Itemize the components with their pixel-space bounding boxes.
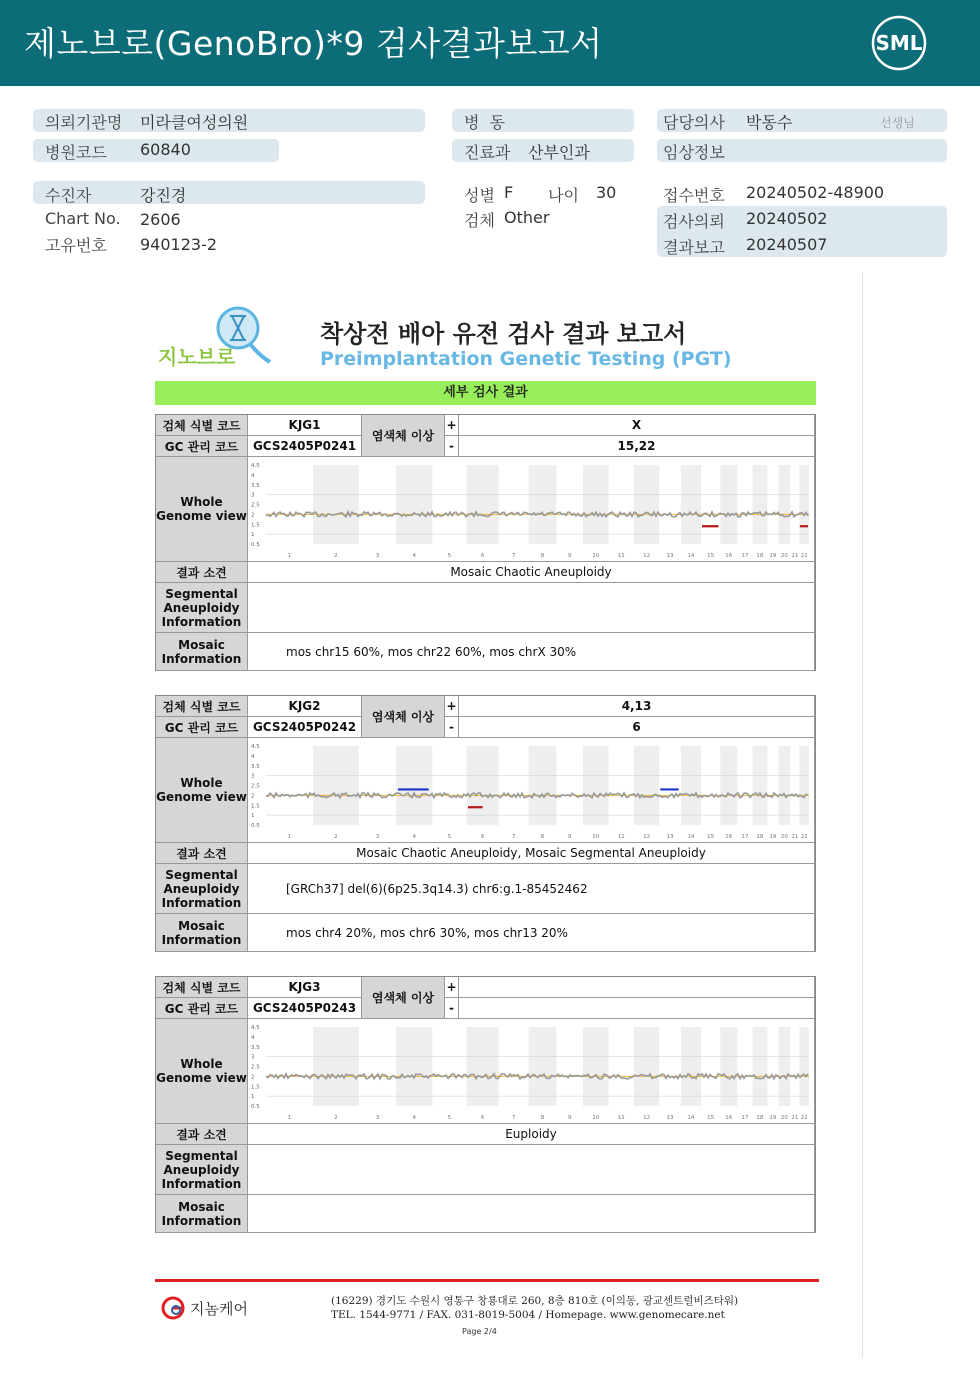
chromosome-band: [529, 465, 557, 544]
report-label: 결과보고: [663, 238, 725, 257]
y-tick-label: 1: [251, 1093, 255, 1100]
y-tick-label: 2: [251, 792, 255, 799]
chromosome-tick-label: 11: [617, 1114, 625, 1121]
chromosome-tick-label: 1: [287, 833, 292, 840]
chromosome-band: [778, 465, 790, 544]
y-tick-label: 3: [251, 773, 255, 780]
chromosome-tick-label: 15: [707, 1114, 715, 1121]
chrom-abnormality-label: 염색체 이상: [362, 977, 445, 1019]
doctor-label: 담당의사: [663, 113, 725, 132]
chromosome-band: [778, 746, 790, 825]
y-tick-label: 3: [251, 492, 255, 499]
loss-sign: -: [445, 717, 459, 738]
institution-label: 의뢰기관명: [45, 113, 123, 132]
chromosome-tick-label: 3: [375, 552, 380, 559]
chromosome-tick-label: 7: [511, 1114, 516, 1121]
chromosome-tick-label: 6: [480, 833, 485, 840]
chromosome-tick-label: 18: [756, 552, 764, 559]
clinical-label: 임상정보: [663, 143, 725, 162]
y-tick-label: 0.5: [251, 1103, 260, 1110]
examinee-value: 강진경: [140, 186, 187, 205]
chromosome-band: [634, 1027, 659, 1106]
chromosome-tick-label: 5: [447, 552, 452, 559]
footer-address: (16229) 경기도 수원시 영통구 창룡대로 260, 8층 810호 (이의동, 광교센트럴비즈타워): [331, 1295, 739, 1307]
chromosome-tick-label: 22: [800, 552, 808, 559]
doctor-value: 박동수: [746, 113, 793, 132]
chromosome-band: [583, 746, 609, 825]
chromosome-tick-label: 13: [666, 1114, 674, 1121]
chromosome-tick-label: 19: [769, 552, 777, 559]
chromosome-tick-label: 22: [800, 833, 808, 840]
age-label: 나이: [548, 186, 579, 205]
genome-plot-svg: [248, 1019, 814, 1124]
chromosome-tick-label: 10: [592, 1114, 600, 1121]
chromosome-band: [396, 1027, 432, 1106]
chromosome-band: [778, 1027, 790, 1106]
result-label: 결과 소견: [156, 562, 248, 583]
report-value: 20240507: [746, 235, 828, 254]
mosaic-label: Mosaic Information: [156, 633, 248, 671]
chromosome-tick-label: 20: [780, 552, 788, 559]
sml-logo-text: SML: [875, 31, 923, 55]
chromosome-tick-label: 1: [287, 1114, 292, 1121]
chromosome-band: [529, 1027, 557, 1106]
sample-block: [155, 414, 816, 671]
chromosome-tick-label: 18: [756, 833, 764, 840]
report-frame-edge: [862, 272, 863, 1358]
segmental-label: Segmental Aneuploidy Information: [156, 864, 248, 914]
chromosome-band: [313, 465, 359, 544]
chromosome-tick-label: 15: [707, 833, 715, 840]
whole-genome-plot: [248, 738, 815, 843]
chromosome-tick-label: 4: [412, 552, 417, 559]
genome-plot-svg: [248, 738, 814, 843]
age-value: 30: [596, 183, 617, 202]
uid-label: 고유번호: [45, 236, 107, 255]
chromosome-tick-label: 19: [769, 833, 777, 840]
whole-genome-label: Whole Genome view: [156, 1019, 248, 1124]
mosaic-value: [248, 1195, 815, 1233]
y-tick-label: 4.5: [251, 743, 260, 750]
chromosome-tick-label: 20: [780, 1114, 788, 1121]
chromosome-tick-label: 10: [592, 833, 600, 840]
loss-sign: -: [445, 436, 459, 457]
chromosome-tick-label: 16: [725, 1114, 733, 1121]
genome-plot-svg: [248, 457, 814, 562]
y-tick-label: 1.5: [251, 802, 260, 809]
specimen-code-label: 검체 식별 코드: [156, 977, 248, 998]
whole-genome-label: Whole Genome view: [156, 457, 248, 562]
top-banner: [0, 0, 980, 86]
y-tick-label: 1: [251, 531, 255, 538]
page-number: Page 2/4: [462, 1327, 497, 1336]
y-tick-label: 1: [251, 812, 255, 819]
chromosome-band: [681, 1027, 701, 1106]
chromosome-tick-label: 11: [617, 552, 625, 559]
chromosome-tick-label: 16: [725, 833, 733, 840]
chromosome-tick-label: 17: [741, 552, 749, 559]
chromosome-tick-label: 6: [480, 552, 485, 559]
segmental-value: [248, 1145, 815, 1195]
chromosome-band: [720, 746, 737, 825]
chromosome-band: [634, 465, 659, 544]
chromosome-band: [529, 746, 557, 825]
report-title-ko: 착상전 배아 유전 검사 결과 보고서: [320, 320, 687, 348]
chart-label: Chart No.: [45, 209, 121, 228]
y-tick-label: 4.5: [251, 462, 260, 469]
genomecare-logo-icon: [160, 1295, 186, 1321]
chromosome-tick-label: 8: [540, 552, 545, 559]
whole-genome-label: Whole Genome view: [156, 738, 248, 843]
result-label: 결과 소견: [156, 1124, 248, 1145]
loss-sign: -: [445, 998, 459, 1019]
y-tick-label: 4: [251, 472, 255, 479]
examinee-pill: [33, 181, 425, 204]
hospital-code-value: 60840: [140, 140, 191, 159]
chrom-abnormality-label: 염색체 이상: [362, 696, 445, 738]
y-tick-label: 0.5: [251, 822, 260, 829]
mosaic-value: mos chr15 60%, mos chr22 60%, mos chrX 30%: [248, 633, 815, 671]
chromosome-band: [720, 1027, 737, 1106]
doctor-suffix: 선생님: [880, 116, 915, 130]
chromosome-tick-label: 3: [375, 1114, 380, 1121]
sample-block: [155, 695, 816, 952]
y-tick-label: 3.5: [251, 763, 260, 770]
chromosome-tick-label: 5: [447, 833, 452, 840]
chromosome-tick-label: 4: [412, 1114, 417, 1121]
chart-value: 2606: [140, 210, 181, 229]
gc-code-label: GC 관리 코드: [156, 436, 248, 457]
chromosome-band: [466, 746, 498, 825]
chromosome-band: [681, 465, 701, 544]
dept-value: 산부인과: [528, 143, 590, 162]
specimen-label: 검체: [464, 211, 495, 230]
chromosome-tick-label: 8: [540, 1114, 545, 1121]
genobro-logo-text: 지노브로: [158, 345, 236, 369]
footer-logo: [160, 1295, 248, 1321]
sml-logo-icon: [870, 14, 928, 72]
chromosome-tick-label: 13: [666, 833, 674, 840]
chromosome-tick-label: 21: [791, 1114, 799, 1121]
chromosome-tick-label: 21: [791, 552, 799, 559]
gc-code-value: GCS2405P0242: [248, 717, 362, 738]
ward-label: 병 동: [464, 113, 506, 132]
chromosome-tick-label: 4: [412, 833, 417, 840]
segmental-label: Segmental Aneuploidy Information: [156, 583, 248, 633]
chromosome-tick-label: 5: [447, 1114, 452, 1121]
chromosome-band: [396, 746, 432, 825]
loss-value: 15,22: [459, 436, 815, 457]
gain-sign: +: [445, 696, 459, 717]
chromosome-tick-label: 2: [334, 1114, 338, 1121]
examinee-label: 수진자: [45, 186, 92, 205]
result-value: Euploidy: [248, 1124, 815, 1145]
chromosome-tick-label: 10: [592, 552, 600, 559]
loss-value: 6: [459, 717, 815, 738]
mosaic-value: mos chr4 20%, mos chr6 30%, mos chr13 20%: [248, 914, 815, 952]
genobro-logo: [158, 302, 278, 372]
chromosome-tick-label: 2: [334, 552, 338, 559]
gc-code-value: GCS2405P0243: [248, 998, 362, 1019]
whole-genome-plot: [248, 1019, 815, 1124]
y-tick-label: 2: [251, 1073, 255, 1080]
page-title: 제노브로(GenoBro)*9 검사결과보고서: [24, 24, 603, 63]
chromosome-band: [466, 1027, 498, 1106]
gain-sign: +: [445, 415, 459, 436]
sample-block: [155, 976, 816, 1233]
chromosome-band: [753, 1027, 768, 1106]
hospital-code-label: 병원코드: [45, 143, 107, 162]
chromosome-band: [396, 465, 432, 544]
sex-label: 성별: [464, 186, 495, 205]
chromosome-tick-label: 11: [617, 833, 625, 840]
footer-company: 지놈케어: [190, 1299, 248, 1318]
y-tick-label: 1.5: [251, 1083, 260, 1090]
chrom-abnormality-label: 염색체 이상: [362, 415, 445, 457]
chromosome-tick-label: 22: [800, 1114, 808, 1121]
uid-value: 940123-2: [140, 235, 218, 254]
chromosome-tick-label: 7: [511, 552, 516, 559]
chromosome-tick-label: 9: [567, 833, 572, 840]
chromosome-tick-label: 12: [643, 833, 651, 840]
footer-divider: [155, 1279, 819, 1282]
segmental-value: [GRCh37] del(6)(6p25.3q14.3) chr6:g.1-85452462: [248, 864, 815, 914]
chromosome-tick-label: 8: [540, 833, 545, 840]
footer-contact: TEL. 1544-9771 / FAX. 031-8019-5004 / Homepage. www.genomecare.net: [331, 1309, 725, 1321]
footer-address-block: [331, 1294, 738, 1322]
chromosome-tick-label: 16: [725, 552, 733, 559]
chromosome-band: [681, 746, 701, 825]
chromosome-tick-label: 18: [756, 1114, 764, 1121]
chromosome-band: [799, 1027, 809, 1106]
y-tick-label: 3.5: [251, 482, 260, 489]
gain-value: 4,13: [459, 696, 815, 717]
specimen-code-value: KJG3: [248, 977, 362, 998]
chromosome-tick-label: 9: [567, 1114, 572, 1121]
chromosome-band: [634, 746, 659, 825]
receipt-value: 20240502-48900: [746, 183, 885, 202]
chromosome-tick-label: 17: [741, 833, 749, 840]
y-tick-label: 2: [251, 511, 255, 518]
chromosome-tick-label: 9: [567, 552, 572, 559]
chromosome-tick-label: 6: [480, 1114, 485, 1121]
chromosome-tick-label: 14: [687, 833, 695, 840]
chromosome-tick-label: 7: [511, 833, 516, 840]
gc-code-label: GC 관리 코드: [156, 998, 248, 1019]
y-tick-label: 4: [251, 1034, 255, 1041]
report-title-en: Preimplantation Genetic Testing (PGT): [320, 348, 732, 370]
chromosome-tick-label: 21: [791, 833, 799, 840]
request-label: 검사의뢰: [663, 212, 725, 231]
y-tick-label: 4: [251, 753, 255, 760]
specimen-code-label: 검체 식별 코드: [156, 696, 248, 717]
chromosome-band: [583, 465, 609, 544]
chromosome-tick-label: 3: [375, 833, 380, 840]
gain-value: [459, 977, 815, 998]
loss-value: [459, 998, 815, 1019]
whole-genome-plot: [248, 457, 815, 562]
gc-code-value: GCS2405P0241: [248, 436, 362, 457]
chromosome-band: [583, 1027, 609, 1106]
segmental-value: [248, 583, 815, 633]
mosaic-label: Mosaic Information: [156, 914, 248, 952]
dept-label: 진료과: [464, 143, 511, 162]
chromosome-band: [313, 1027, 359, 1106]
chromosome-band: [313, 746, 359, 825]
y-tick-label: 2.5: [251, 783, 260, 789]
chromosome-tick-label: 13: [666, 552, 674, 559]
gain-sign: +: [445, 977, 459, 998]
chromosome-band: [753, 746, 768, 825]
chromosome-tick-label: 20: [780, 833, 788, 840]
chromosome-tick-label: 17: [741, 1114, 749, 1121]
result-value: Mosaic Chaotic Aneuploidy: [248, 562, 815, 583]
chromosome-tick-label: 2: [334, 833, 338, 840]
sex-value: F: [504, 183, 514, 202]
receipt-label: 접수번호: [663, 186, 725, 205]
chromosome-band: [799, 746, 809, 825]
section-header: 세부 검사 결과: [155, 381, 816, 405]
chromosome-tick-label: 1: [287, 552, 292, 559]
y-tick-label: 3.5: [251, 1044, 260, 1051]
y-tick-label: 0.5: [251, 541, 260, 548]
gc-code-label: GC 관리 코드: [156, 717, 248, 738]
specimen-value: Other: [504, 208, 550, 227]
chromosome-tick-label: 14: [687, 552, 695, 559]
chromosome-tick-label: 19: [769, 1114, 777, 1121]
specimen-code-value: KJG1: [248, 415, 362, 436]
chromosome-band: [753, 465, 768, 544]
chromosome-band: [799, 465, 809, 544]
result-value: Mosaic Chaotic Aneuploidy, Mosaic Segmental Aneuploidy: [248, 843, 815, 864]
institution-value: 미라클여성의원: [140, 113, 249, 132]
specimen-code-label: 검체 식별 코드: [156, 415, 248, 436]
chromosome-tick-label: 15: [707, 552, 715, 559]
y-tick-label: 1.5: [251, 521, 260, 528]
y-tick-label: 3: [251, 1054, 255, 1061]
y-tick-label: 2.5: [251, 502, 260, 508]
y-tick-label: 2.5: [251, 1064, 260, 1070]
result-label: 결과 소견: [156, 843, 248, 864]
y-tick-label: 4.5: [251, 1024, 260, 1031]
chromosome-tick-label: 14: [687, 1114, 695, 1121]
specimen-code-value: KJG2: [248, 696, 362, 717]
chromosome-band: [720, 465, 737, 544]
request-value: 20240502: [746, 209, 828, 228]
chromosome-tick-label: 12: [643, 552, 651, 559]
segmental-label: Segmental Aneuploidy Information: [156, 1145, 248, 1195]
gain-value: X: [459, 415, 815, 436]
chromosome-band: [466, 465, 498, 544]
mosaic-label: Mosaic Information: [156, 1195, 248, 1233]
chromosome-tick-label: 12: [643, 1114, 651, 1121]
